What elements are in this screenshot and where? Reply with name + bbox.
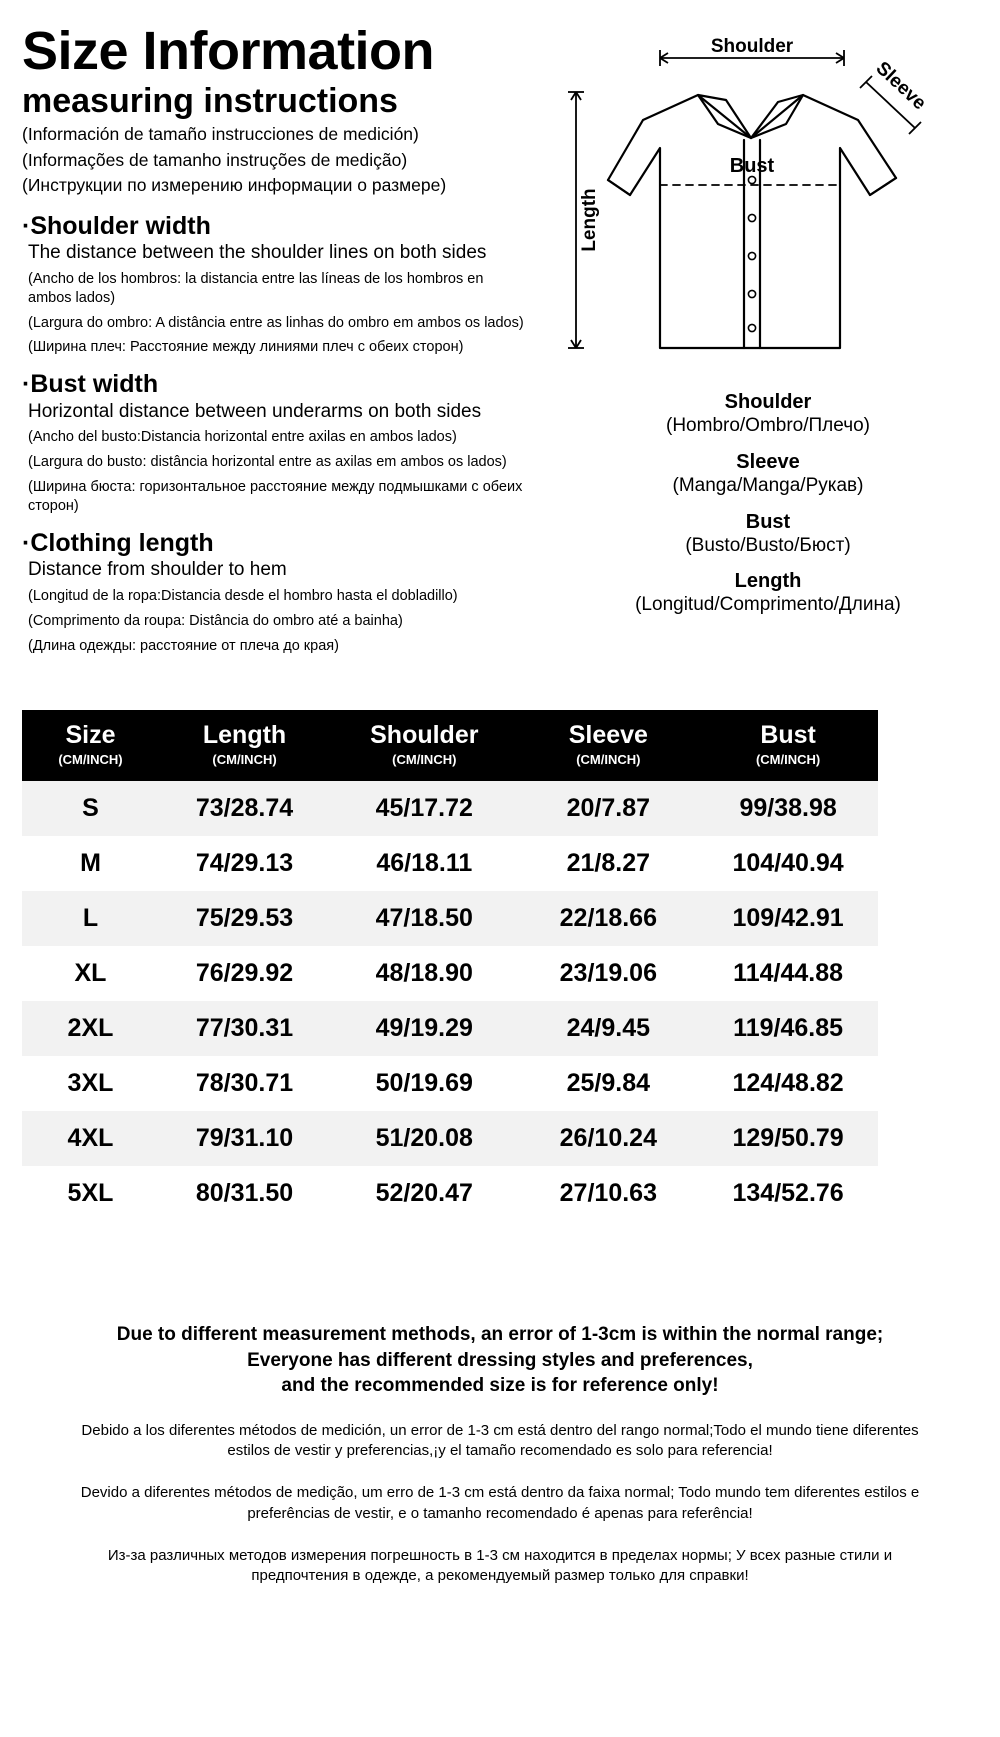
legend-translation: (Longitud/Comprimento/Длина) xyxy=(635,594,901,616)
cell-shoulder: 46/18.11 xyxy=(330,836,518,891)
column-header-size xyxy=(22,710,159,781)
footer-note-ru: Из-за различных методов измерения погрешность в 1-3 см находится в пределах нормы; У всех разные стили и предпочтения в одежде, а рекомендуемый размер только для справки! xyxy=(107,1546,893,1585)
section-translation-ru: (Ширина бюста: горизонтальное расстояние между подмышками с обеих сторон) xyxy=(28,479,523,514)
section-description: The distance between the shoulder lines on both sides xyxy=(28,242,487,264)
section-translation-es: (Ancho del busto:Distancia horizontal entre axilas en ambos lados) xyxy=(28,429,457,446)
footer-note-pt: Devido a diferentes métodos de medição, um erro de 1-3 cm está dentro da faixa normal; Todo mundo tem diferentes estilos e preferências de vestir, e o tamanho recomendado é apenas para referência! xyxy=(80,1484,920,1522)
section-description: Horizontal distance between underarms on both sides xyxy=(28,400,482,422)
header-translation-es: (Información de tamaño instrucciones de medición) xyxy=(22,124,419,145)
legend-translation: (Manga/Manga/Рукав) xyxy=(672,474,864,496)
cell-sleeve: 26/10.24 xyxy=(518,1111,698,1166)
column-header-sleeve xyxy=(518,710,698,781)
table-row xyxy=(22,836,878,891)
section-bust-width xyxy=(22,371,552,516)
section-translation-pt: (Largura do busto: distância horizontal entre as axilas em ambos os lados) xyxy=(28,454,507,471)
legend-term: Bust xyxy=(745,510,791,533)
shirt-measurement-diagram xyxy=(548,20,988,400)
cell-bust: 104/40.94 xyxy=(698,836,878,891)
footer-notes xyxy=(40,1322,960,1586)
table-row xyxy=(22,891,878,946)
cell-shoulder: 50/19.69 xyxy=(330,1056,518,1111)
section-description: Distance from shoulder to hem xyxy=(28,559,287,581)
column-unit: (CM/INCH) xyxy=(392,751,457,767)
legend-item-shoulder xyxy=(548,390,988,438)
legend-translation: (Busto/Busto/Бюст) xyxy=(685,534,851,556)
cell-size: 3XL xyxy=(22,1056,159,1111)
cell-shoulder: 45/17.72 xyxy=(330,781,518,836)
column-unit: (CM/INCH) xyxy=(212,751,277,767)
cell-bust: 129/50.79 xyxy=(698,1111,878,1166)
table-header-row xyxy=(22,710,878,781)
section-translation-es: (Longitud de la ropa:Distancia desde el hombro hasta el dobladillo) xyxy=(28,588,458,605)
column-header-length xyxy=(159,710,330,781)
cell-shoulder: 48/18.90 xyxy=(330,946,518,1001)
footer-bold-line-3: and the recommended size is for reference only! xyxy=(281,1375,719,1397)
cell-sleeve: 21/8.27 xyxy=(518,836,698,891)
diagram-sleeve-label: Sleeve xyxy=(871,57,930,115)
column-title: Sleeve xyxy=(568,721,648,749)
cell-bust: 109/42.91 xyxy=(698,891,878,946)
cell-size: XL xyxy=(22,946,159,1001)
section-heading: ·Clothing length xyxy=(22,528,214,557)
cell-length: 78/30.71 xyxy=(159,1056,330,1111)
cell-sleeve: 24/9.45 xyxy=(518,1001,698,1056)
table-row xyxy=(22,781,878,836)
cell-bust: 99/38.98 xyxy=(698,781,878,836)
cell-shoulder: 51/20.08 xyxy=(330,1111,518,1166)
column-header-bust xyxy=(698,710,878,781)
cell-size: L xyxy=(22,891,159,946)
cell-sleeve: 25/9.84 xyxy=(518,1056,698,1111)
column-title: Size xyxy=(65,721,116,749)
column-unit: (CM/INCH) xyxy=(58,751,123,767)
cell-shoulder: 52/20.47 xyxy=(330,1166,518,1221)
section-translation-ru: (Длина одежды: расстояние от плеча до края) xyxy=(28,637,339,654)
cell-sleeve: 27/10.63 xyxy=(518,1166,698,1221)
legend-item-bust xyxy=(548,510,988,558)
header-translation-ru: (Инструкции по измерению информации о размере) xyxy=(22,175,447,196)
instructions-column xyxy=(22,21,552,662)
cell-bust: 134/52.76 xyxy=(698,1166,878,1221)
legend-translation: (Hombro/Ombro/Плечо) xyxy=(666,415,870,436)
size-table xyxy=(22,710,878,1221)
cell-bust: 114/44.88 xyxy=(698,946,878,1001)
legend-item-length xyxy=(548,569,988,617)
cell-sleeve: 20/7.87 xyxy=(518,781,698,836)
cell-bust: 124/48.82 xyxy=(698,1056,878,1111)
column-unit: (CM/INCH) xyxy=(755,751,821,767)
section-heading: ·Bust width xyxy=(22,370,159,399)
cell-length: 79/31.10 xyxy=(159,1111,330,1166)
diagram-legend xyxy=(548,390,988,629)
section-shoulder-width xyxy=(22,213,552,358)
table-row xyxy=(22,1166,878,1221)
page-subtitle: measuring instructions xyxy=(22,82,398,121)
section-clothing-length xyxy=(22,530,552,656)
cell-size: 5XL xyxy=(22,1166,159,1221)
table-row xyxy=(22,1111,878,1166)
diagram-bust-label: Bust xyxy=(729,155,775,177)
cell-sleeve: 22/18.66 xyxy=(518,891,698,946)
diagram-shoulder-label: Shoulder xyxy=(710,36,794,57)
column-header-shoulder xyxy=(330,710,518,781)
size-table-wrapper xyxy=(22,710,878,1221)
cell-shoulder: 47/18.50 xyxy=(330,891,518,946)
cell-length: 74/29.13 xyxy=(159,836,330,891)
footer-bold-line-2: Everyone has different dressing styles and preferences, xyxy=(247,1349,753,1371)
column-title: Length xyxy=(202,721,287,749)
cell-sleeve: 23/19.06 xyxy=(518,946,698,1001)
legend-item-sleeve xyxy=(548,450,988,498)
cell-length: 80/31.50 xyxy=(159,1166,330,1221)
legend-term: Length xyxy=(734,570,802,593)
cell-length: 73/28.74 xyxy=(159,781,330,836)
section-heading: ·Shoulder width xyxy=(22,211,211,240)
cell-length: 75/29.53 xyxy=(159,891,330,946)
table-row xyxy=(22,946,878,1001)
section-translation-pt: (Largura do ombro: A distância entre as linhas do ombro em ambos os lados) xyxy=(28,314,524,331)
legend-term: Shoulder xyxy=(724,391,812,413)
header-translation-pt: (Informações de tamanho instruções de medição) xyxy=(22,149,408,170)
page-title: Size Information xyxy=(22,21,435,81)
column-title: Bust xyxy=(760,721,816,749)
section-translation-ru: (Ширина плеч: Расстояние между линиями плеч с обеих сторон) xyxy=(28,339,464,356)
section-translation-pt: (Comprimento da roupa: Distância do ombro até a bainha) xyxy=(28,612,403,629)
section-translation-es: (Ancho de los hombros: la distancia entre las líneas de los hombros en ambos lados) xyxy=(28,270,484,306)
cell-shoulder: 49/19.29 xyxy=(330,1001,518,1056)
cell-bust: 119/46.85 xyxy=(698,1001,878,1056)
column-title: Shoulder xyxy=(370,721,479,749)
footer-bold-line-1: Due to different measurement methods, an error of 1-3cm is within the normal range; xyxy=(116,1324,884,1345)
cell-length: 77/30.31 xyxy=(159,1001,330,1056)
cell-length: 76/29.92 xyxy=(159,946,330,1001)
table-row xyxy=(22,1056,878,1111)
cell-size: M xyxy=(22,836,159,891)
legend-term: Sleeve xyxy=(736,450,800,473)
cell-size: S xyxy=(22,781,159,836)
cell-size: 4XL xyxy=(22,1111,159,1166)
footer-note-es: Debido a los diferentes métodos de medición, un error de 1-3 cm está dentro del rango normal;Todo el mundo tiene diferentes estilos de vestir y preferencias,¡y el tamaño recomendado es solo para referencia! xyxy=(81,1421,919,1460)
diagram-length-label: Length xyxy=(579,188,600,252)
cell-size: 2XL xyxy=(22,1001,159,1056)
table-row xyxy=(22,1001,878,1056)
column-unit: (CM/INCH) xyxy=(576,751,641,767)
